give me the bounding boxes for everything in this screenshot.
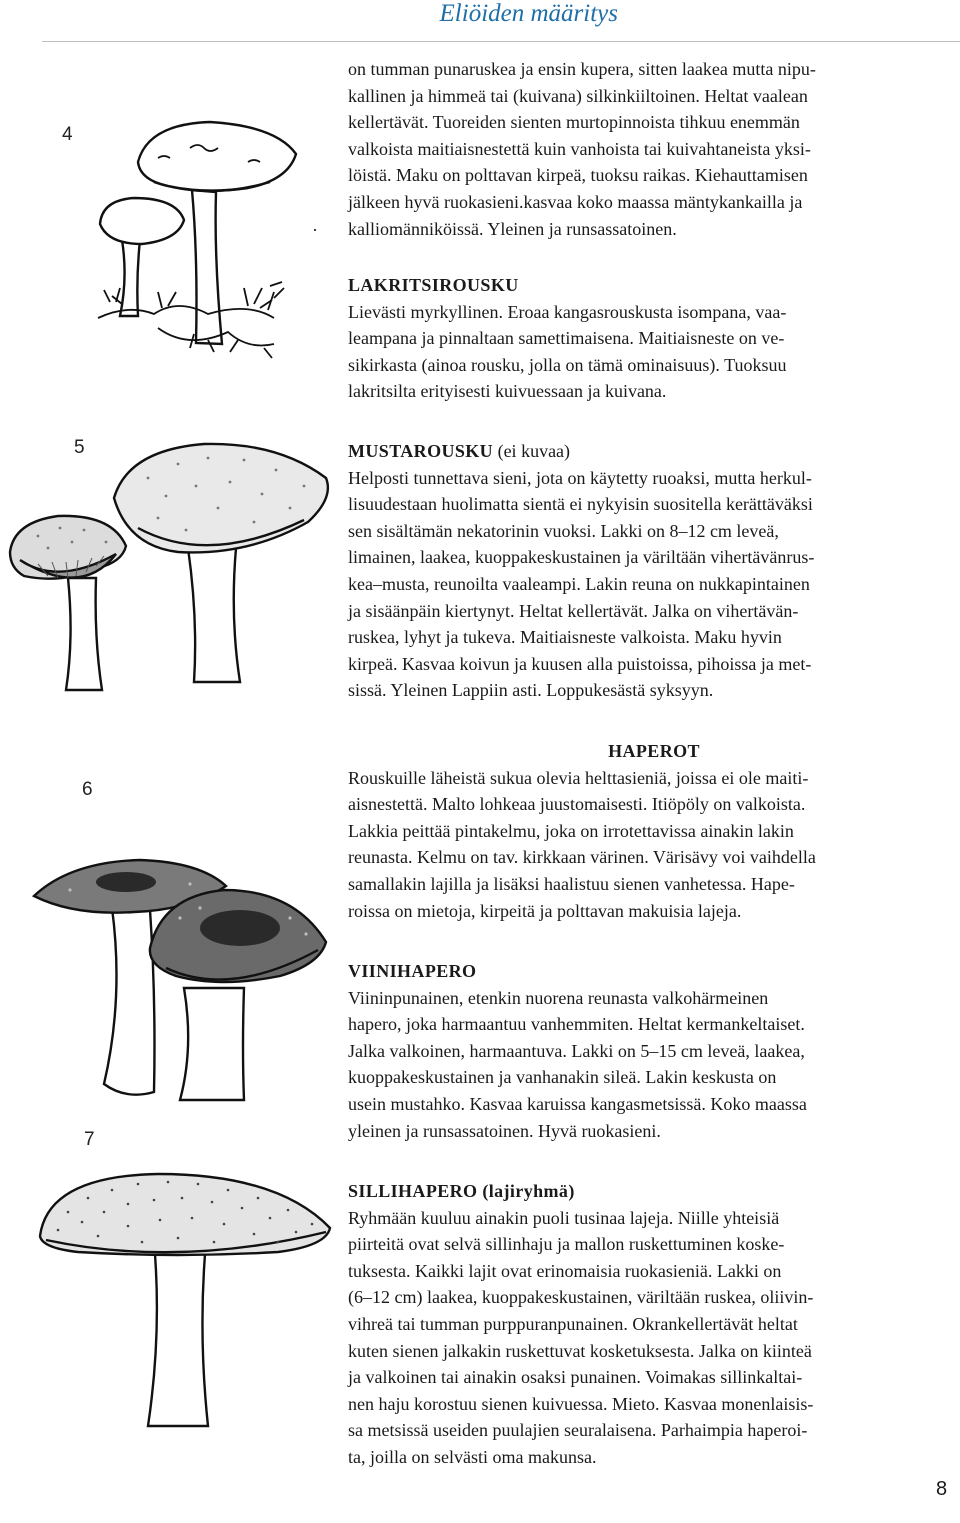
text-line: ta, joilla on selvästi oma makunsa. (348, 1446, 597, 1467)
text-line: sen sisältämän nekatorinin vuoksi. Lakki on 8–12 cm leveä, (348, 520, 779, 541)
text-line: Helposti tunnettava sieni, jota on käytetty ruoaksi, mutta herkul- (348, 467, 812, 488)
text-line: ja sisäänpäin kiertynyt. Heltat kellertävät. Jalka on vihertävän- (348, 600, 799, 621)
text-line: valkoista maitiaisnestettä kuin vanhoista tai kuivahtaneista yksi- (348, 138, 811, 159)
text-line: kuoppakeskustainen ja vanhanakin sileä. Lakin keskusta on (348, 1067, 777, 1088)
viinihapero-section (348, 958, 948, 1144)
text-line: (6–12 cm) laakea, kuoppakeskustainen, väriltään ruskea, oliivin- (348, 1287, 814, 1308)
text-line: usein mustahko. Kasvaa karuissa kangasmetsissä. Koko maassa (348, 1093, 807, 1114)
text-line: reunasta. Kelmu on tav. kirkkaan värinen. Värisävy voi vaihdella (348, 847, 816, 868)
text-line: hapero, joka harmaantuu vanhemmiten. Heltat kermankeltaiset. (348, 1014, 805, 1035)
mustarousku-title: MUSTAROUSKU (348, 441, 494, 461)
text-line: Ryhmään kuuluu ainakin puoli tusinaa lajeja. Niille yhteisiä (348, 1207, 780, 1228)
lakritsirousku-title: LAKRITSIROUSKU (348, 275, 519, 295)
text-line: lakritsilta erityisesti kuivuessaan ja kuivana. (348, 381, 667, 402)
text-line: jälkeen hyvä ruokasieni.kasvaa koko maassa mäntykankailla ja (348, 191, 803, 212)
text-line: yleinen ja runsassatoinen. Hyvä ruokasieni. (348, 1120, 661, 1141)
text-line: lisuudestaan huolimatta sientä ei nykyisin suositella kerättäväksi (348, 494, 813, 515)
sillihapero-title: SILLIHAPERO (lajiryhmä) (348, 1181, 575, 1201)
mushroom-illustration-4 (98, 118, 310, 368)
text-line: limainen, laakea, kuoppakeskustainen ja väriltään vihertävänrus- (348, 547, 815, 568)
text-line: leampana ja pinnaltaan samettimaisena. Maitiaisneste on ve- (348, 328, 785, 349)
text-line: kirpeä. Kasvaa koivun ja kuusen alla puistoissa, pihoissa ja met- (348, 653, 812, 674)
text-line: Lakkia peittää pintakelmu, joka on irrotettavissa ainakin lakin (348, 820, 794, 841)
viinihapero-title: VIINIHAPERO (348, 961, 477, 981)
text-line: kellertävät. Tuoreiden sienten murtopinnoista tihkuu enemmän (348, 112, 800, 133)
header-divider (42, 41, 960, 42)
section-1-text (348, 56, 948, 242)
haperot-section (348, 738, 948, 924)
text-line: kuten sienen jalkakin ruskettuvat kosketuksesta. Jalka on kiinteä (348, 1340, 812, 1361)
text-line: Lievästi myrkyllinen. Eroaa kangasrouskusta isompana, vaa- (348, 301, 787, 322)
stray-mark: · (312, 220, 318, 240)
figure-number-5: 5 (74, 437, 85, 458)
mustarousku-note: (ei kuvaa) (493, 441, 571, 461)
mushroom-illustration-6 (30, 838, 330, 1110)
text-line: aisnestettä. Malto lohkeaa juustomaisesti. Itiöpöly on valkoista. (348, 794, 806, 815)
page-number: 8 (936, 1478, 948, 1500)
haperot-title: HAPEROT (608, 741, 700, 761)
text-line: kalliomänniköissä. Yleinen ja runsassatoinen. (348, 218, 677, 239)
text-line: nen haju korostuu sienen kuivuessa. Mieto. Kasvaa monenlaisis- (348, 1393, 814, 1414)
text-line: ja valkoinen tai ainakin osaksi punainen. Voimakas sillinkaltai- (348, 1367, 803, 1388)
mustarousku-heading-line (348, 438, 948, 465)
mushroom-illustration-5 (8, 438, 334, 696)
text-line: sa metsissä useiden puulajien seuralaisena. Parhaimpia haperoi- (348, 1420, 808, 1441)
text-line: piirteitä ovat selvä sillinhaju ja mallon ruskettuminen koske- (348, 1234, 785, 1255)
figure-number-6: 6 (82, 779, 93, 800)
page-header-title: Eliöiden määritys (439, 0, 618, 27)
sillihapero-section (348, 1178, 948, 1471)
text-line: kallinen ja himmeä tai (kuivana) silkinkiiltoinen. Heltat vaalean (348, 85, 808, 106)
mustarousku-section (348, 438, 948, 704)
text-line: ruskea, lyhyt ja tukeva. Maitiaisneste valkoista. Maku hyvin (348, 627, 782, 648)
text-line: roissa on mietoja, kirpeitä ja polttavan makuisia lajeja. (348, 900, 742, 921)
text-line: Rouskuille läheistä sukua olevia helttasieniä, joissa ei ole maiti- (348, 767, 809, 788)
mushroom-illustration-7 (38, 1172, 334, 1434)
lakritsirousku-section (348, 272, 948, 405)
text-line: tuksesta. Kaikki lajit ovat erinomaisia ruokasieniä. Lakki on (348, 1260, 782, 1281)
text-line: vihreä tai tumman purppuranpunainen. Okrankellertävät heltat (348, 1313, 798, 1334)
text-line: sissä. Yleinen Lappiin asti. Loppukesästä syksyyn. (348, 680, 714, 701)
text-line: löistä. Maku on polttavan kirpeä, tuoksu raikas. Kiehauttamisen (348, 165, 808, 186)
text-line: samallakin lajilla ja lisäksi haalistuu sienen vanhetessa. Hape- (348, 873, 795, 894)
figure-number-7: 7 (84, 1129, 95, 1150)
text-line: Viininpunainen, etenkin nuorena reunasta valkohärmeinen (348, 987, 769, 1008)
text-line: on tumman punaruskea ja ensin kupera, sitten laakea mutta nipu- (348, 59, 816, 79)
text-line: Jalka valkoinen, harmaantuva. Lakki on 5–15 cm leveä, laakea, (348, 1040, 805, 1061)
text-line: kea–musta, reunoilta vaaleampi. Lakin reuna on nukkapintainen (348, 573, 810, 594)
figure-number-4: 4 (62, 124, 73, 145)
text-line: sikirkasta (ainoa rousku, jolla on tämä ominaisuus). Tuoksuu (348, 354, 787, 375)
